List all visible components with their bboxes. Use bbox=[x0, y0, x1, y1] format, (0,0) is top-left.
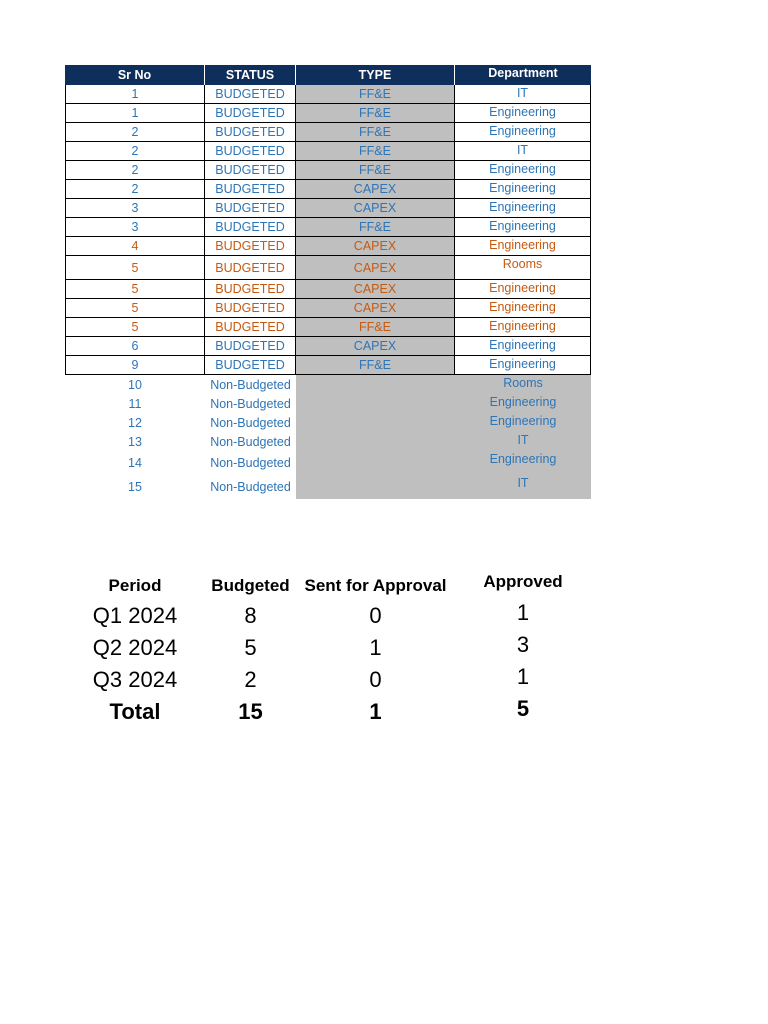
table-row bbox=[65, 199, 592, 218]
cell-status[interactable]: Non-Budgeted bbox=[210, 377, 291, 392]
cell-type[interactable]: FF&E bbox=[296, 218, 455, 237]
table-row bbox=[65, 85, 592, 104]
header-type[interactable]: TYPE bbox=[296, 65, 455, 85]
table-row bbox=[65, 432, 592, 451]
cell-type[interactable] bbox=[296, 451, 455, 475]
cell-sr-no[interactable]: 13 bbox=[128, 434, 142, 449]
cell-department[interactable]: Rooms bbox=[455, 375, 591, 394]
table-row bbox=[65, 356, 592, 375]
cell-status[interactable]: BUDGETED bbox=[205, 161, 296, 180]
cell-type[interactable] bbox=[296, 375, 455, 394]
cell-status[interactable]: BUDGETED bbox=[205, 104, 296, 123]
cell-type[interactable]: FF&E bbox=[296, 123, 455, 142]
cell-department[interactable]: Engineering bbox=[455, 356, 591, 375]
cell-sr-no[interactable]: 3 bbox=[65, 218, 205, 237]
cell-status[interactable]: BUDGETED bbox=[205, 199, 296, 218]
cell-sr-no[interactable]: 10 bbox=[128, 377, 142, 392]
table-row bbox=[65, 218, 592, 237]
cell-type[interactable] bbox=[296, 394, 455, 413]
cell-department[interactable]: IT bbox=[455, 475, 591, 499]
cell-department[interactable]: Engineering bbox=[455, 237, 591, 256]
cell-type[interactable]: CAPEX bbox=[296, 237, 455, 256]
table-row bbox=[65, 161, 592, 180]
cell-sr-no[interactable]: 6 bbox=[65, 337, 205, 356]
cell-department[interactable]: Engineering bbox=[455, 218, 591, 237]
table-row bbox=[65, 337, 592, 356]
cell-sr-no[interactable]: 3 bbox=[65, 199, 205, 218]
cell-type[interactable]: CAPEX bbox=[296, 199, 455, 218]
table-header-row bbox=[65, 65, 592, 85]
summary-header-budgeted[interactable]: Budgeted bbox=[211, 576, 290, 595]
summary-row bbox=[65, 664, 592, 696]
summary-body bbox=[65, 600, 592, 696]
cell-status[interactable]: BUDGETED bbox=[205, 318, 296, 337]
cell-sr-no[interactable]: 14 bbox=[128, 456, 142, 470]
cell-status[interactable]: BUDGETED bbox=[205, 218, 296, 237]
cell-sr-no[interactable]: 9 bbox=[65, 356, 205, 375]
table-row bbox=[65, 299, 592, 318]
summary-header-approved[interactable]: Approved bbox=[483, 572, 563, 591]
cell-sr-no[interactable]: 2 bbox=[65, 142, 205, 161]
table-row bbox=[65, 394, 592, 413]
cell-sr-no[interactable]: 5 bbox=[65, 280, 205, 299]
summary-sent[interactable]: 1 bbox=[369, 635, 382, 660]
cell-department[interactable]: Engineering bbox=[455, 299, 591, 318]
table-row bbox=[65, 375, 592, 394]
cell-status[interactable]: Non-Budgeted bbox=[210, 415, 291, 430]
table-row bbox=[65, 123, 592, 142]
cell-sr-no[interactable]: 4 bbox=[65, 237, 205, 256]
total-budgeted[interactable]: 15 bbox=[238, 699, 263, 724]
cell-status[interactable]: BUDGETED bbox=[205, 356, 296, 375]
cell-type[interactable]: FF&E bbox=[296, 142, 455, 161]
table-row bbox=[65, 237, 592, 256]
cell-status[interactable]: Non-Budgeted bbox=[210, 456, 291, 470]
cell-sr-no[interactable]: 12 bbox=[128, 415, 142, 430]
summary-period[interactable]: Q1 2024 bbox=[92, 603, 178, 628]
summary-row bbox=[65, 632, 592, 664]
cell-type[interactable]: CAPEX bbox=[296, 299, 455, 318]
summary-sent[interactable]: 0 bbox=[369, 603, 382, 628]
cell-status[interactable]: Non-Budgeted bbox=[210, 396, 291, 411]
cell-type[interactable]: FF&E bbox=[296, 161, 455, 180]
cell-department[interactable]: Engineering bbox=[455, 123, 591, 142]
summary-table bbox=[65, 572, 592, 728]
cell-status[interactable]: BUDGETED bbox=[205, 280, 296, 299]
records-table bbox=[65, 65, 592, 499]
cell-type[interactable]: CAPEX bbox=[296, 280, 455, 299]
cell-sr-no[interactable]: 5 bbox=[65, 318, 205, 337]
header-department[interactable]: Department bbox=[455, 65, 591, 85]
summary-budgeted[interactable]: 8 bbox=[244, 603, 257, 628]
table-row bbox=[65, 451, 592, 475]
cell-sr-no[interactable]: 15 bbox=[128, 480, 142, 494]
cell-sr-no[interactable]: 5 bbox=[65, 256, 205, 280]
cell-status[interactable]: BUDGETED bbox=[205, 85, 296, 104]
total-sent[interactable]: 1 bbox=[369, 699, 382, 724]
summary-header-row bbox=[65, 572, 592, 600]
cell-department[interactable]: Engineering bbox=[455, 161, 591, 180]
cell-status[interactable]: BUDGETED bbox=[205, 180, 296, 199]
cell-department[interactable]: Engineering bbox=[455, 337, 591, 356]
summary-header-period[interactable]: Period bbox=[108, 576, 162, 595]
cell-type[interactable] bbox=[296, 413, 455, 432]
records-body bbox=[65, 85, 592, 499]
cell-department[interactable]: Rooms bbox=[455, 256, 591, 280]
summary-approved[interactable]: 1 bbox=[516, 600, 530, 625]
cell-status[interactable]: BUDGETED bbox=[205, 123, 296, 142]
cell-status[interactable]: Non-Budgeted bbox=[210, 480, 291, 494]
summary-row bbox=[65, 600, 592, 632]
summary-approved[interactable]: 3 bbox=[516, 632, 530, 657]
table-row bbox=[65, 318, 592, 337]
cell-sr-no[interactable]: 1 bbox=[65, 85, 205, 104]
cell-department[interactable]: Engineering bbox=[455, 394, 591, 413]
summary-budgeted[interactable]: 5 bbox=[244, 635, 257, 660]
cell-department[interactable]: Engineering bbox=[455, 413, 591, 432]
cell-status[interactable]: BUDGETED bbox=[205, 142, 296, 161]
cell-department[interactable]: Engineering bbox=[455, 280, 591, 299]
header-status[interactable]: STATUS bbox=[205, 65, 296, 85]
cell-sr-no[interactable]: 2 bbox=[65, 161, 205, 180]
summary-period[interactable]: Q3 2024 bbox=[92, 667, 178, 692]
table-row bbox=[65, 104, 592, 123]
summary-period[interactable]: Q2 2024 bbox=[92, 635, 178, 660]
cell-department[interactable]: IT bbox=[455, 85, 591, 104]
total-approved[interactable]: 5 bbox=[516, 696, 530, 721]
table-row bbox=[65, 180, 592, 199]
cell-department[interactable]: Engineering bbox=[455, 318, 591, 337]
cell-type[interactable]: FF&E bbox=[296, 85, 455, 104]
table-row bbox=[65, 256, 592, 280]
cell-department[interactable]: Engineering bbox=[455, 199, 591, 218]
cell-status[interactable]: BUDGETED bbox=[205, 256, 296, 280]
cell-status[interactable]: Non-Budgeted bbox=[210, 434, 291, 449]
cell-type[interactable]: FF&E bbox=[296, 104, 455, 123]
cell-department[interactable]: IT bbox=[455, 142, 591, 161]
cell-department[interactable]: Engineering bbox=[455, 104, 591, 123]
table-row bbox=[65, 280, 592, 299]
cell-sr-no[interactable]: 11 bbox=[128, 396, 142, 411]
table-row bbox=[65, 142, 592, 161]
cell-sr-no[interactable]: 2 bbox=[65, 123, 205, 142]
cell-department[interactable]: IT bbox=[455, 432, 591, 451]
table-row bbox=[65, 413, 592, 432]
cell-type[interactable] bbox=[296, 432, 455, 451]
summary-approved[interactable]: 1 bbox=[516, 664, 530, 689]
total-label[interactable]: Total bbox=[109, 699, 161, 724]
summary-sent[interactable]: 0 bbox=[369, 667, 382, 692]
cell-sr-no[interactable]: 2 bbox=[65, 180, 205, 199]
cell-type[interactable]: CAPEX bbox=[296, 256, 455, 280]
cell-type[interactable] bbox=[296, 475, 455, 499]
cell-type[interactable]: FF&E bbox=[296, 356, 455, 375]
summary-budgeted[interactable]: 2 bbox=[244, 667, 257, 692]
cell-type[interactable]: CAPEX bbox=[296, 180, 455, 199]
cell-status[interactable]: BUDGETED bbox=[205, 299, 296, 318]
cell-status[interactable]: BUDGETED bbox=[205, 237, 296, 256]
cell-type[interactable]: FF&E bbox=[296, 318, 455, 337]
cell-type[interactable]: CAPEX bbox=[296, 337, 455, 356]
cell-department[interactable]: Engineering bbox=[455, 180, 591, 199]
summary-header-sent[interactable]: Sent for Approval bbox=[304, 576, 447, 595]
cell-sr-no[interactable]: 1 bbox=[65, 104, 205, 123]
cell-department[interactable]: Engineering bbox=[455, 451, 591, 475]
table-row bbox=[65, 475, 592, 499]
header-sr-no[interactable]: Sr No bbox=[65, 65, 205, 85]
summary-total-row bbox=[65, 696, 592, 728]
cell-sr-no[interactable]: 5 bbox=[65, 299, 205, 318]
cell-status[interactable]: BUDGETED bbox=[205, 337, 296, 356]
